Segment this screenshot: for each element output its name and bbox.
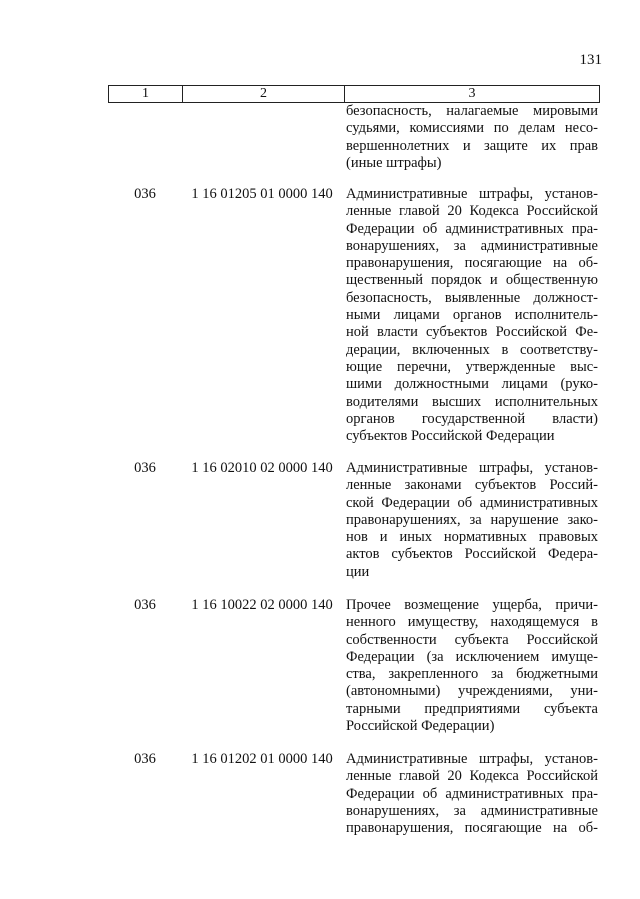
description-line: шими должностными лицами (руко-: [346, 376, 598, 393]
admin-code: 036: [134, 597, 156, 613]
description-line: дерации, включенных в соответству-: [346, 341, 598, 358]
description-text: [346, 751, 598, 837]
page-number: 131: [579, 52, 602, 68]
description-line: вонарушениях, за административные: [346, 802, 598, 819]
description-line: ской Федерации об административных: [346, 494, 598, 511]
description-line: Административные штрафы, установ-: [346, 751, 598, 767]
description-line: Федерации об административных пра-: [346, 220, 598, 237]
description-line: (автономными) учреждениями, уни-: [346, 683, 598, 700]
description-line: Российской Федерации): [346, 718, 495, 735]
description-line: ства, закрепленного за бюджетными: [346, 666, 598, 683]
description-line: нов и иных нормативных правовых: [346, 529, 598, 546]
budget-code: 1 16 01205 01 0000 140: [191, 186, 333, 202]
description-line: (иные штрафы): [346, 154, 442, 171]
budget-code: 1 16 02010 02 0000 140: [191, 460, 333, 476]
description-line: Федерации об административных пра-: [346, 785, 598, 802]
budget-code: 1 16 01202 01 0000 140: [191, 751, 333, 767]
description-line: судьями, комиссиями по делам несо-: [346, 120, 598, 137]
description-line: правонарушениях, за нарушение зако-: [346, 511, 598, 528]
column-header-row: [109, 86, 600, 103]
description-text: [346, 460, 598, 581]
description-line: правонарушения, посягающие на об-: [346, 820, 598, 837]
description-line: тарными предприятиями субъекта: [346, 700, 598, 717]
description-line: безопасность, налагаемые мировыми: [346, 103, 598, 119]
description-line: Административные штрафы, установ-: [346, 186, 598, 202]
description-line: актов субъектов Российской Федера-: [346, 546, 598, 563]
description-line: ленные главой 20 Кодекса Российской: [346, 768, 598, 785]
column-header-table: [108, 85, 600, 103]
description-line: ющие перечни, утвержденные выс-: [346, 358, 598, 375]
admin-code: 036: [134, 751, 156, 767]
description-line: водителями высших исполнительных: [346, 393, 598, 410]
description-line: ленные главой 20 Кодекса Российской: [346, 203, 598, 220]
description-text: [346, 597, 598, 735]
description-line: субъектов Российской Федерации: [346, 428, 555, 445]
description-line: ной власти субъектов Российской Фе-: [346, 324, 598, 341]
description-line: ции: [346, 563, 370, 580]
description-line: ленные законами субъектов Россий-: [346, 477, 598, 494]
description-line: безопасность, выявленные должност-: [346, 289, 598, 306]
description-line: вонарушениях, за административные: [346, 237, 598, 254]
column-header-3: 3: [345, 86, 600, 103]
description-line: Прочее возмещение ущерба, причи-: [346, 597, 598, 613]
description-line: ненного имуществу, находящемуся в: [346, 614, 598, 631]
description-line: собственности субъекта Российской: [346, 631, 598, 648]
description-line: ными лицами органов исполнитель-: [346, 307, 598, 324]
description-line: Федерации (за исключением имуще-: [346, 648, 598, 665]
description-line: органов государственной власти): [346, 410, 598, 427]
column-header-2: 2: [183, 86, 345, 103]
admin-code: 036: [134, 460, 156, 476]
budget-code: 1 16 10022 02 0000 140: [191, 597, 333, 613]
description-text: [346, 186, 598, 445]
description-line: вершеннолетних и защите их прав: [346, 137, 598, 154]
column-header-1: 1: [109, 86, 183, 103]
description-line: щественный порядок и общественную: [346, 272, 598, 289]
description-line: Административные штрафы, установ-: [346, 460, 598, 476]
admin-code: 036: [134, 186, 156, 202]
description-line: правонарушения, посягающие на об-: [346, 255, 598, 272]
description-text: [346, 103, 598, 172]
